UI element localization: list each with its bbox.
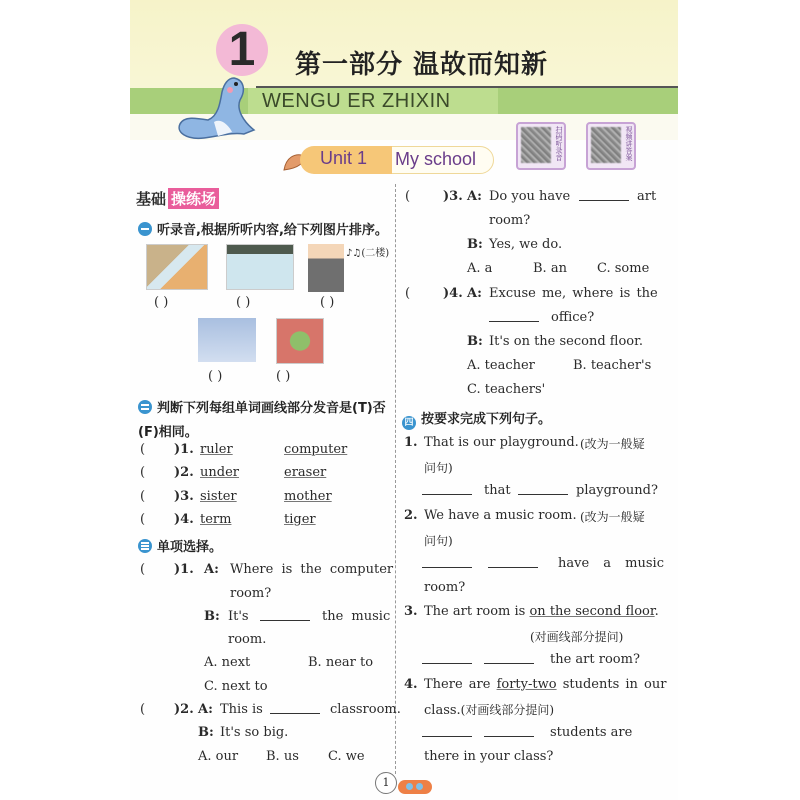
- qr-code-video[interactable]: [586, 122, 636, 170]
- instruction-text: (对画线部分提问): [460, 703, 555, 717]
- answer-paren[interactable]: (: [140, 442, 146, 457]
- sentence-text: [424, 701, 554, 718]
- page-title: 第一部分 温故而知新: [295, 50, 549, 80]
- section-1-heading: [138, 219, 388, 238]
- answer-blank[interactable]: ( ): [236, 295, 251, 310]
- word-a: ruler: [200, 442, 233, 457]
- section-2-heading: [138, 397, 396, 445]
- answer-text: It's on the second floor.: [489, 334, 644, 349]
- word-b: tiger: [284, 512, 316, 527]
- option-c[interactable]: C. teachers': [467, 382, 546, 397]
- instruction-text: (改为一般疑: [580, 437, 645, 451]
- sentence-part: class.: [424, 703, 461, 718]
- speaker-a: A:: [467, 286, 482, 301]
- fill-blank[interactable]: [418, 556, 476, 572]
- answer-text: there in your class?: [424, 749, 554, 764]
- fill-blank[interactable]: [485, 310, 543, 326]
- fill-blank[interactable]: [484, 556, 542, 572]
- question-text: office?: [551, 310, 595, 325]
- section-heading-text: 判断下列每组单词画线部分发音是(T)否(F)相同。: [138, 401, 386, 440]
- speaker-b: B:: [204, 609, 220, 624]
- qr-caption: 视频讲答案: [625, 126, 633, 161]
- item-number: )2.: [174, 465, 194, 480]
- speaker-b: B:: [467, 237, 483, 252]
- pinyin-subtitle: WENGU ER ZHIXIN: [262, 90, 451, 112]
- item-number: 4.: [404, 677, 418, 692]
- question-text: room?: [489, 213, 531, 228]
- sentence-text: [424, 677, 666, 692]
- section-label-tag: 操练场: [168, 188, 219, 209]
- item-number: 2.: [404, 508, 418, 523]
- fill-blank[interactable]: [418, 725, 476, 741]
- sentence-text: [424, 604, 659, 619]
- part-number-badge: [216, 24, 268, 76]
- speaker-b: B:: [198, 725, 214, 740]
- option-a[interactable]: A. next: [204, 655, 251, 670]
- option-b[interactable]: B. us: [266, 749, 299, 764]
- answer-paren[interactable]: (: [140, 465, 146, 480]
- word-a: term: [200, 512, 232, 527]
- question-text: classroom.: [330, 702, 401, 717]
- answer-paren[interactable]: (: [405, 286, 411, 301]
- answer-text: playground?: [576, 483, 658, 498]
- section-4-heading: [402, 408, 551, 430]
- unit-label-pill: [300, 146, 392, 174]
- sentence-text: We have a music room.: [424, 508, 577, 523]
- item-number: )1.: [174, 442, 194, 457]
- part-number: 1: [228, 23, 256, 76]
- item-number: )2.: [174, 702, 194, 717]
- section-three-icon: [138, 539, 152, 553]
- fill-blank[interactable]: [480, 652, 538, 668]
- item-number: )3.: [174, 489, 194, 504]
- fill-blank[interactable]: [266, 702, 324, 718]
- fill-blank[interactable]: [418, 483, 476, 499]
- answer-text: room.: [228, 632, 267, 647]
- title-rule: [256, 86, 678, 88]
- section-four-icon: 四: [402, 416, 416, 430]
- speaker-a: A:: [204, 562, 219, 577]
- answer-text: the art room?: [550, 652, 640, 667]
- fill-blank[interactable]: [480, 725, 538, 741]
- question-text: Excuse me, where is the: [489, 286, 658, 301]
- option-c[interactable]: C. next to: [204, 679, 268, 694]
- unit-banner: [282, 146, 494, 176]
- answer-blank[interactable]: ( ): [154, 295, 169, 310]
- building-picture: [146, 244, 208, 290]
- section-label-prefix: 基础: [136, 190, 167, 208]
- picture-caption: ♪♫(二楼): [346, 248, 390, 259]
- word-a: under: [200, 465, 239, 480]
- answer-text: that: [484, 483, 511, 498]
- question-text: Where is the computer: [230, 562, 394, 577]
- answer-text: Yes, we do.: [489, 237, 563, 252]
- underlined-part: on the second floor: [529, 604, 655, 619]
- playground-picture: [276, 318, 324, 364]
- sentence-part: There are: [424, 677, 497, 692]
- question-text: art: [637, 189, 657, 204]
- item-number: 1.: [404, 435, 418, 450]
- item-number: 3.: [404, 604, 418, 619]
- qr-caption: 扫码听录音: [555, 126, 563, 161]
- lockers-picture: [198, 318, 256, 362]
- submarine-icon: [398, 780, 432, 794]
- item-number: )4.: [443, 286, 463, 301]
- fill-blank[interactable]: [418, 652, 476, 668]
- page-number: 1: [375, 772, 397, 794]
- answer-text: students are: [550, 725, 633, 740]
- section-label: [136, 188, 219, 209]
- answer-paren[interactable]: (: [140, 562, 146, 577]
- answer-blank[interactable]: ( ): [276, 369, 291, 384]
- unit-title: My school: [395, 149, 477, 169]
- item-number: )3.: [443, 189, 463, 204]
- answer-text: the music: [322, 609, 391, 624]
- answer-blank[interactable]: ( ): [320, 295, 335, 310]
- answer-paren[interactable]: (: [140, 702, 146, 717]
- option-b[interactable]: B. an: [533, 261, 567, 276]
- fill-blank[interactable]: [514, 483, 572, 499]
- underlined-part: forty-two: [496, 677, 557, 692]
- option-a[interactable]: A. teacher: [467, 358, 535, 373]
- word-b: eraser: [284, 465, 327, 480]
- instruction-text: (对画线部分提问): [530, 630, 624, 644]
- option-c[interactable]: C. some: [597, 261, 650, 276]
- qr-code-icon: [521, 127, 551, 163]
- instruction-text: (改为一般疑: [580, 510, 645, 524]
- option-b[interactable]: B. near to: [308, 655, 374, 670]
- answer-text: room?: [424, 580, 466, 595]
- answer-paren[interactable]: (: [140, 512, 146, 527]
- question-text: room?: [230, 586, 272, 601]
- answer-paren[interactable]: (: [140, 489, 146, 504]
- section-two-icon: [138, 400, 152, 414]
- answer-blank[interactable]: ( ): [208, 369, 223, 384]
- word-b: mother: [284, 489, 332, 504]
- section-one-icon: [138, 222, 152, 236]
- option-c[interactable]: C. we: [328, 749, 365, 764]
- answer-text: have a music: [558, 556, 664, 571]
- section-heading-text: 按要求完成下列句子。: [421, 412, 552, 427]
- instruction-text: 问句): [424, 461, 453, 475]
- column-divider: [395, 184, 396, 774]
- speaker-a: A:: [198, 702, 213, 717]
- speaker-b: B:: [467, 334, 483, 349]
- music-teacher-picture: [308, 244, 344, 292]
- question-text: Do you have: [489, 189, 571, 204]
- pinyin-banner: [248, 88, 498, 114]
- item-number: )4.: [174, 512, 194, 527]
- option-a[interactable]: A. our: [198, 749, 239, 764]
- sentence-text: That is our playground.: [424, 435, 579, 450]
- qr-code-audio[interactable]: [516, 122, 566, 170]
- workbook-page: [130, 0, 678, 800]
- section-heading-text: 听录音,根据所听内容,给下列图片排序。: [157, 223, 388, 238]
- option-a[interactable]: A. a: [467, 261, 493, 276]
- option-b[interactable]: B. teacher's: [573, 358, 652, 373]
- section-heading-text: 单项选择。: [157, 540, 223, 555]
- answer-text: It's: [228, 609, 249, 624]
- section-3-heading: [138, 536, 222, 555]
- sentence-part: students in our: [556, 677, 667, 692]
- fill-blank[interactable]: [575, 189, 633, 205]
- word-a: sister: [200, 489, 237, 504]
- word-b: computer: [284, 442, 348, 457]
- seal-mascot-icon: [174, 74, 264, 140]
- unit-label: Unit 1: [320, 148, 368, 168]
- qr-code-icon: [591, 127, 621, 163]
- sentence-part: .: [654, 604, 659, 619]
- question-text: This is: [220, 702, 263, 717]
- answer-paren[interactable]: (: [405, 189, 411, 204]
- speaker-a: A:: [467, 189, 482, 204]
- item-number: )1.: [174, 562, 194, 577]
- computer-room-picture: [226, 244, 294, 290]
- instruction-text: 问句): [424, 534, 453, 548]
- sentence-part: The art room is: [424, 604, 530, 619]
- fill-blank[interactable]: [256, 609, 314, 625]
- answer-text: It's so big.: [220, 725, 289, 740]
